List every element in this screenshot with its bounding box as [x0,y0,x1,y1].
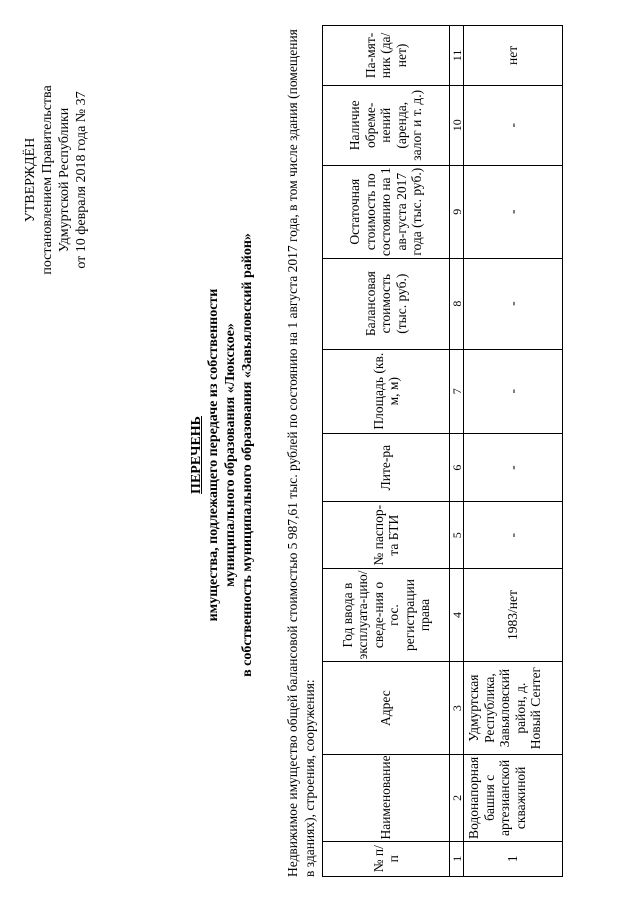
column-number: 6 [450,433,464,502]
approval-line-1: постановлением Правительства [40,85,55,275]
title-main: ПЕРЕЧЕНЬ [189,416,204,494]
cell-passport: - [464,502,563,568]
column-number: 10 [450,85,464,165]
title-line-1: имущества, подлежащего передаче из собственности [206,288,221,622]
table-header-row [323,26,450,877]
document-title [188,105,256,805]
cell-year: 1983/нет [464,568,563,661]
header-cell-litera: Лите-ра [323,433,450,502]
column-number-row [450,26,464,877]
column-number: 9 [450,165,464,258]
table-row [464,26,563,877]
intro-paragraph: Недвижимое имущество общей балансовой стоимостью 5 987,61 тыс. рублей по состоянию на 1 августа 2017 года, в том числе здания (помещения в зданиях), строения, сооружения: [285,29,317,877]
header-cell-address: Адрес [323,662,450,755]
cell-balance: - [464,258,563,349]
header-cell-area: Площадь (кв. м, м) [323,349,450,433]
cell-residual: - [464,165,563,258]
title-line-3: в собственность муниципального образования «Завьяловский район» [240,233,255,677]
header-cell-balance: Балансовая стоимость (тыс. руб.) [323,258,450,349]
header-cell-passport: № паспор-та БТИ [323,502,450,568]
header-cell-name: Наименование [323,755,450,841]
column-number: 8 [450,258,464,349]
cell-num: 1 [464,841,563,876]
column-number: 1 [450,841,464,876]
cell-name: Водонапорная башня с артезианской скважиной [464,755,563,841]
column-number: 4 [450,568,464,661]
column-number: 11 [450,26,464,86]
property-table [322,25,563,877]
title-line-2: муниципального образования «Люкское» [223,323,238,587]
column-number: 7 [450,349,464,433]
approval-line-2: Удмуртской Республики [57,107,72,253]
approval-block [22,20,90,340]
cell-encumbrance: - [464,85,563,165]
header-cell-residual: Остаточная стоимость по состоянию на 1 ав-густа 2017 года (тыс. руб.) [323,165,450,258]
approval-line-3: от 10 февраля 2018 года № 37 [74,91,89,269]
header-cell-num: № п/п [323,841,450,876]
cell-address: Удмуртская Республика, Завьяловский район, д. Новый Сентег [464,662,563,755]
column-number: 3 [450,662,464,755]
cell-monument: нет [464,26,563,86]
header-cell-monument: Па-мят-ник (да/ нет) [323,26,450,86]
column-number: 2 [450,755,464,841]
approval-heading: УТВЕРЖДЁН [23,137,38,223]
header-cell-year: Год ввода в эксплуата-цию/сведе-ния о гос. регистрации права [323,568,450,661]
cell-area: - [464,349,563,433]
header-cell-encumbrance: Наличие обреме-нений (аренда, залог и т. д.) [323,85,450,165]
cell-litera: - [464,433,563,502]
column-number: 5 [450,502,464,568]
